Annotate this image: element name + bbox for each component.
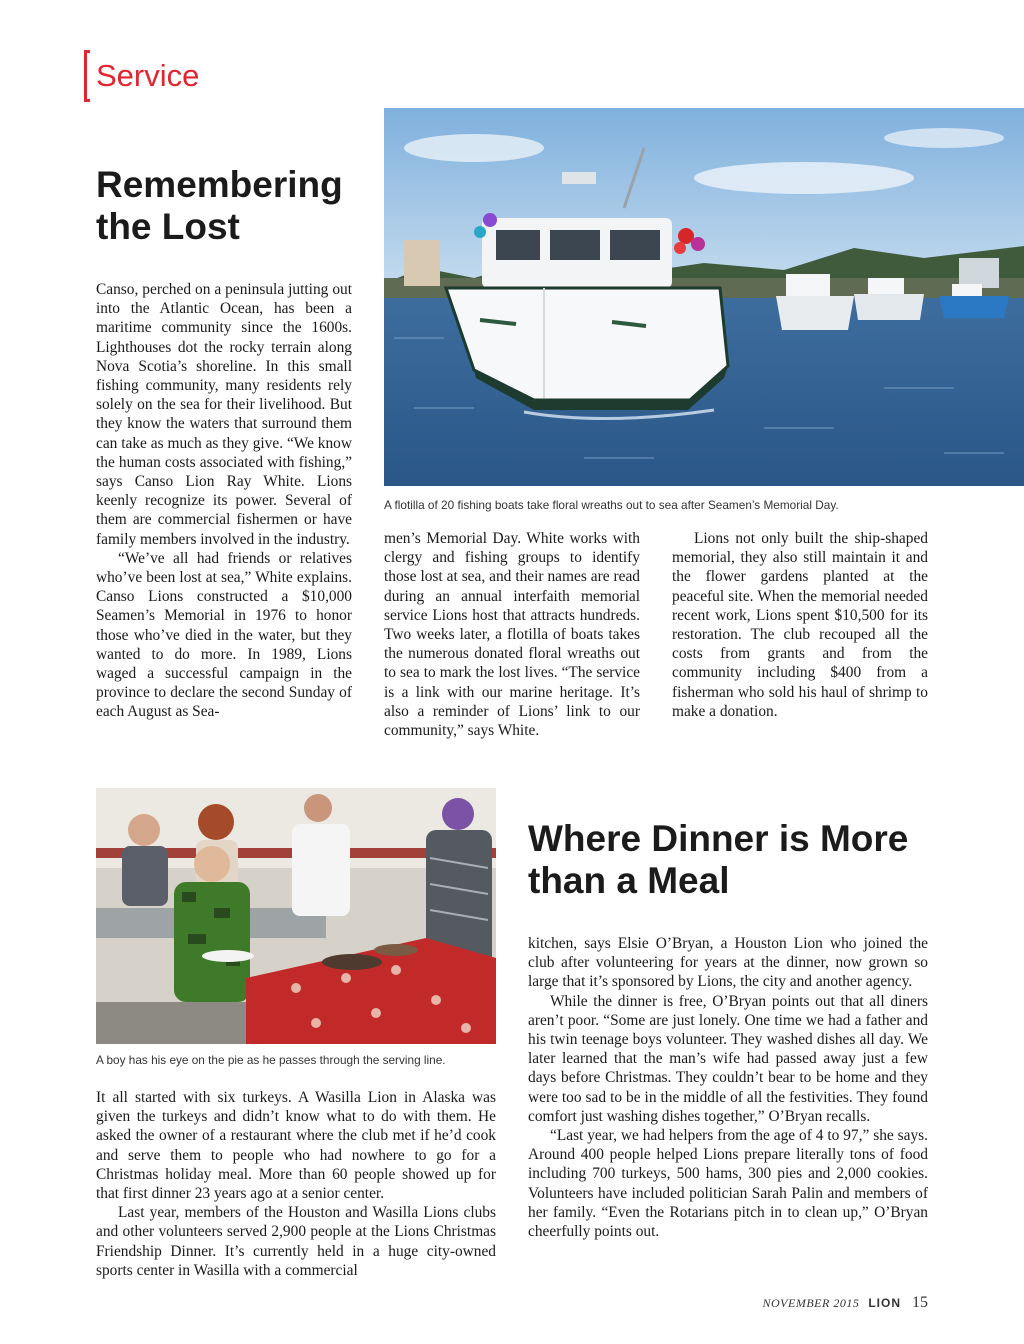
dinner-photo-caption: A boy has his eye on the pie as he passes through the serving line. (96, 1053, 446, 1067)
boats-photo-caption: A flotilla of 20 fishing boats take floral wreaths out to sea after Seamen’s Memorial Day. (384, 498, 839, 512)
paragraph: While the dinner is free, O’Bryan points out that all diners aren’t poor. “Some are just lonely. One time we had a father and his twin teenage boys volunteer. They washed dishes all day. We later learned that the man’s wife had passed away just a few days before Christmas. They couldn’t bear to be home and they were too sad to be in the middle of all the festivities. They found comfort just washing dishes together,” O’Bryan recalls. (528, 992, 928, 1125)
magazine-name: LION (868, 1296, 901, 1310)
article2-column-1 (96, 1088, 496, 1280)
section-label: Service (96, 58, 200, 93)
dinner-photo-illustration (96, 788, 496, 1044)
paragraph: Last year, members of the Houston and Wasilla Lions clubs and other volunteers served 2,900 people at the Lions Christmas Friendship Dinner. It’s currently held in a huge city-owned sports center in Wasilla with a commercial (96, 1204, 496, 1279)
article2-headline: Where Dinner is More than a Meal (528, 818, 909, 901)
paragraph: Canso, perched on a peninsula jutting out into the Atlantic Ocean, has been a maritime community since the 1600s. Lighthouses dot the rocky terrain along Nova Scotia’s shoreline. In this small fishing community, many residents rely solely on the sea for their livelihood. But they know the waters that surround them can take as much as they give. “We know the human costs associated with fishing,” says Canso Lion Ray White. Lions keenly recognize its power. Several of them are commercial fishermen or have family members involved in the industry. (96, 281, 352, 548)
article1-column-1 (96, 280, 352, 722)
boats-photo (384, 108, 1024, 486)
issue-date: NOVEMBER 2015 (762, 1296, 860, 1310)
page-footer (763, 1294, 929, 1312)
boats-photo-illustration (384, 108, 1024, 486)
page-number: 15 (912, 1294, 928, 1311)
article1-column-3 (672, 529, 928, 721)
bracket-mark (84, 50, 90, 102)
article1-column-2 (384, 529, 640, 740)
paragraph: “Last year, we had helpers from the age of 4 to 97,” she says. Around 400 people helped Lions prepare literally tons of food including 700 turkeys, 500 hams, 300 pies and 2,000 cookies. Volunteers have included politician Sarah Palin and members of her family. “Even the Rotarians pitch in to clean up,” O’Bryan cheerfully points out. (528, 1127, 928, 1241)
dinner-photo (96, 788, 496, 1044)
article1-headline: Remembering the Lost (96, 164, 343, 247)
paragraph: kitchen, says Elsie O’Bryan, a Houston Lion who joined the club after volunteering for years at the dinner, now grown so large that it’s sponsored by Lions, the city and another agency. (528, 935, 928, 991)
paragraph: Lions not only built the ship-shaped memorial, they also still maintain it and the flower gardens planted at the peaceful site. When the memorial needed recent work, Lions spent $10,500 for its restoration. The club recouped all the costs from grants and from the community including $400 from a fisherman who sold his haul of shrimp to make a donation. (672, 530, 928, 720)
article2-column-2 (528, 934, 928, 1241)
paragraph: It all started with six turkeys. A Wasilla Lion in Alaska was given the turkeys and didn’t know what to do with them. He asked the owner of a restaurant where the club met if he’d cook and serve them to people who had nowhere to go for a Christmas holiday meal. More than 60 people showed up for that first dinner 23 years ago at a senior center. (96, 1089, 496, 1203)
paragraph: “We’ve all had friends or relatives who’ve been lost at sea,” White explains. Canso Lions constructed a $10,000 Seamen’s Memorial in 1976 to honor those who’ve died in the water, but they wanted to do more. In 1989, Lions waged a successful campaign in the province to declare the second Sunday of each August as Sea- (96, 549, 352, 721)
paragraph: men’s Memorial Day. White works with clergy and fishing groups to identify those lost at sea, and their names are read during an annual interfaith memorial service Lions host that attracts hundreds. Two weeks later, a flotilla of boats takes the numerous donated floral wreaths out to sea to mark the lost lives. “The service is a link with our marine heritage. It’s also a reminder of Lions’ link to our community,” says White. (384, 530, 640, 740)
